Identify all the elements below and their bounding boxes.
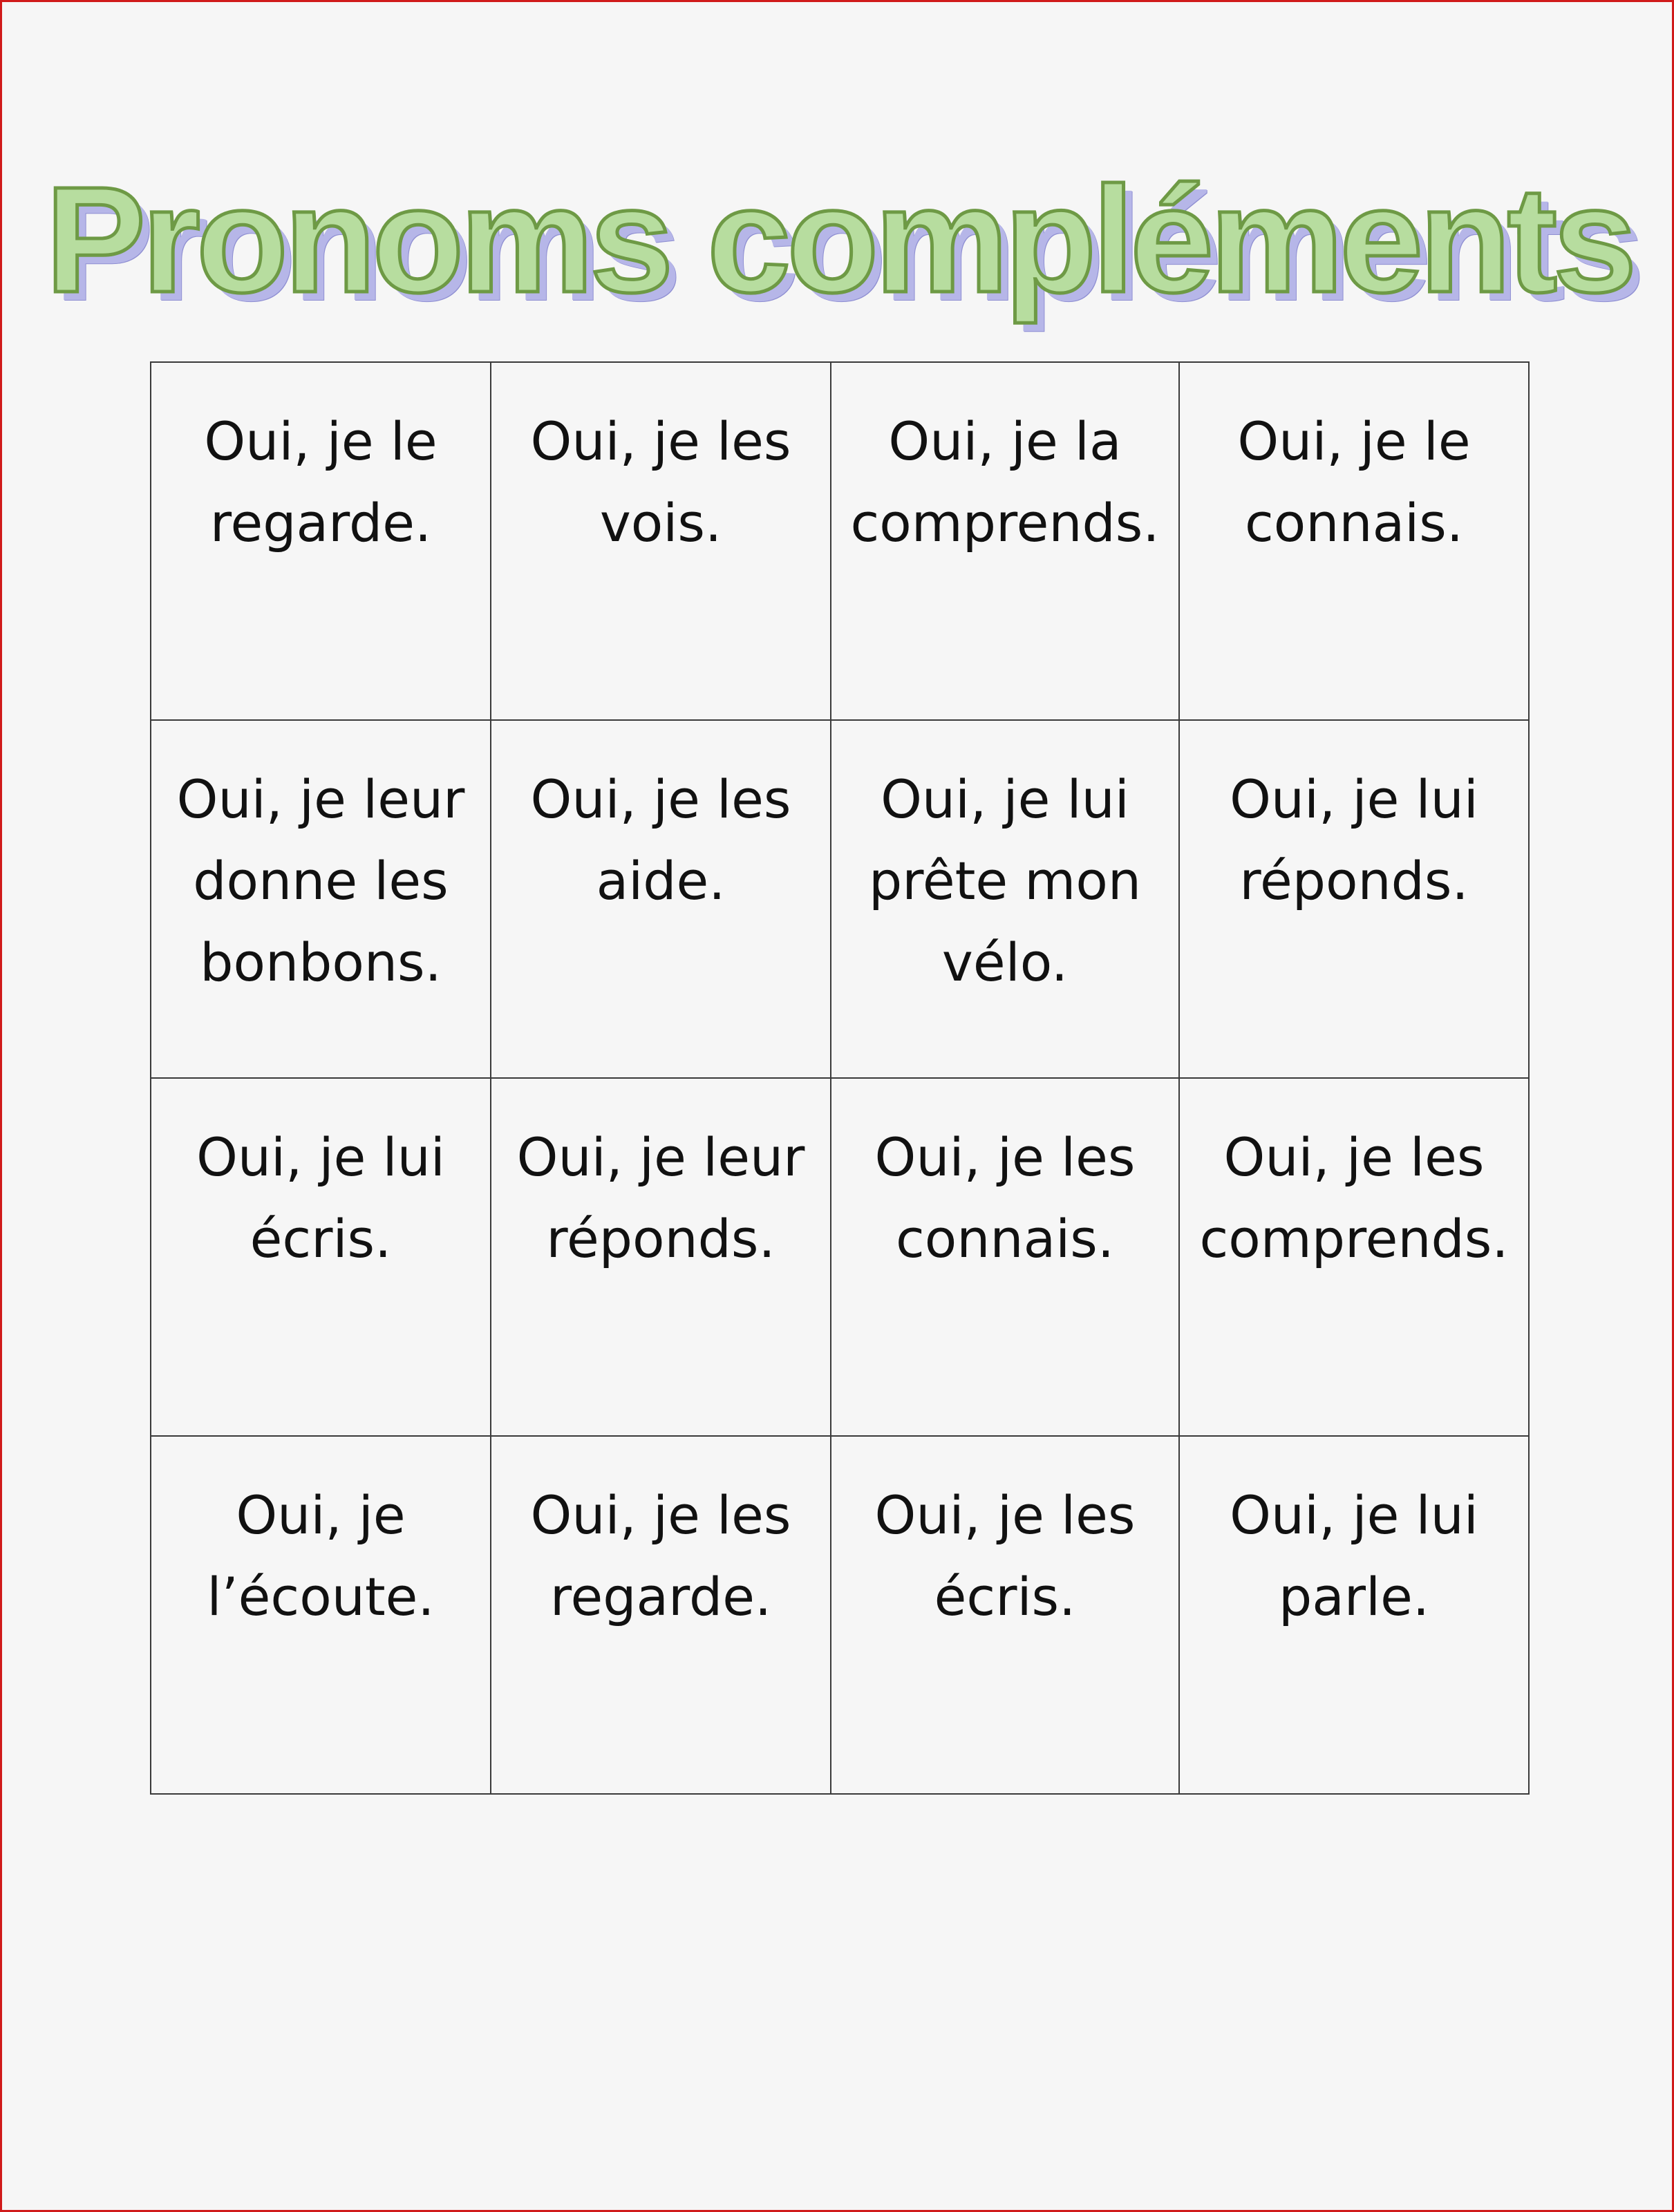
- grid-row: [151, 362, 1529, 720]
- grid-cell: Oui, je lui prête mon vélo.: [831, 720, 1179, 1078]
- grid-cell: Oui, je leur réponds.: [491, 1078, 831, 1436]
- grid-cell: Oui, je la comprends.: [831, 362, 1179, 720]
- grid-cell: Oui, je leur donne les bonbons.: [151, 720, 491, 1078]
- grid-cell: Oui, je lui parle.: [1179, 1436, 1529, 1794]
- grid-cell: Oui, je les aide.: [491, 720, 831, 1078]
- grid-row: [151, 720, 1529, 1078]
- grid-cell: Oui, je les vois.: [491, 362, 831, 720]
- grid-cell: Oui, je les écris.: [831, 1436, 1179, 1794]
- grid-cell: Oui, je lui écris.: [151, 1078, 491, 1436]
- grid-row: [151, 1078, 1529, 1436]
- page-title: Pronoms compléments: [45, 156, 1633, 324]
- grid-row: [151, 1436, 1529, 1794]
- grid-cell: Oui, je les comprends.: [1179, 1078, 1529, 1436]
- grid-cell: Oui, je lui réponds.: [1179, 720, 1529, 1078]
- grid-cell: Oui, je le regarde.: [151, 362, 491, 720]
- answer-grid: [150, 361, 1530, 1795]
- grid-cell: Oui, je l’écoute.: [151, 1436, 491, 1794]
- grid-cell: Oui, je le connais.: [1179, 362, 1529, 720]
- grid-cell: Oui, je les regarde.: [491, 1436, 831, 1794]
- grid-cell: Oui, je les connais.: [831, 1078, 1179, 1436]
